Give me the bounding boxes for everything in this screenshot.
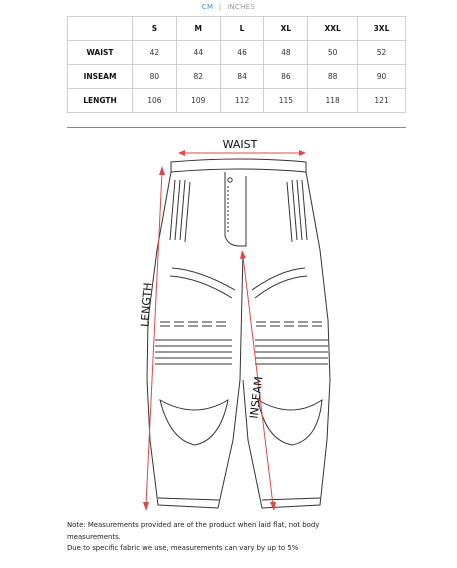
table-row <box>68 65 406 89</box>
table-cell: 112 <box>220 89 264 113</box>
inseam-label: INSEAM <box>247 375 266 420</box>
unit-inches-option[interactable]: INCHES <box>227 3 256 11</box>
table-row <box>68 41 406 65</box>
table-cell: 109 <box>176 89 220 113</box>
table-cell: 46 <box>220 41 264 65</box>
table-cell: 48 <box>264 41 308 65</box>
table-cell: 84 <box>220 65 264 89</box>
unit-toggle <box>0 3 457 11</box>
table-cell: 106 <box>133 89 177 113</box>
table-cell: 115 <box>264 89 308 113</box>
unit-cm-option[interactable]: CM <box>201 3 214 11</box>
waist-label: WAIST <box>222 138 258 151</box>
table-cell: 80 <box>133 65 177 89</box>
pants-outline <box>147 159 330 508</box>
size-header: XXL <box>308 17 358 41</box>
table-cell: 50 <box>308 41 358 65</box>
table-header-row <box>68 17 406 41</box>
pants-diagram <box>0 130 457 518</box>
note-line-2: Due to specific fabric we use, measurements can vary by up to 5% <box>67 544 299 552</box>
table-cell: 121 <box>357 89 405 113</box>
table-cell: 44 <box>176 41 220 65</box>
section-divider <box>67 127 406 128</box>
table-cell: 42 <box>133 41 177 65</box>
length-arrow <box>143 166 165 511</box>
size-chart-table <box>67 16 406 113</box>
table-cell: 88 <box>308 65 358 89</box>
size-header: L <box>220 17 264 41</box>
size-header: S <box>133 17 177 41</box>
unit-separator: | <box>218 3 222 11</box>
size-header: XL <box>264 17 308 41</box>
table-cell: 82 <box>176 65 220 89</box>
row-label: INSEAM <box>68 65 133 89</box>
table-cell: 52 <box>357 41 405 65</box>
table-cell: 118 <box>308 89 358 113</box>
length-label: LENGTH <box>138 282 155 328</box>
size-header: M <box>176 17 220 41</box>
size-header: 3XL <box>357 17 405 41</box>
row-label: WAIST <box>68 41 133 65</box>
table-corner-cell <box>68 17 133 41</box>
measurement-note <box>67 520 367 555</box>
table-row <box>68 89 406 113</box>
note-line-1: Note: Measurements provided are of the product when laid flat, not body measurements. <box>67 521 320 541</box>
row-label: LENGTH <box>68 89 133 113</box>
table-cell: 90 <box>357 65 405 89</box>
table-cell: 86 <box>264 65 308 89</box>
